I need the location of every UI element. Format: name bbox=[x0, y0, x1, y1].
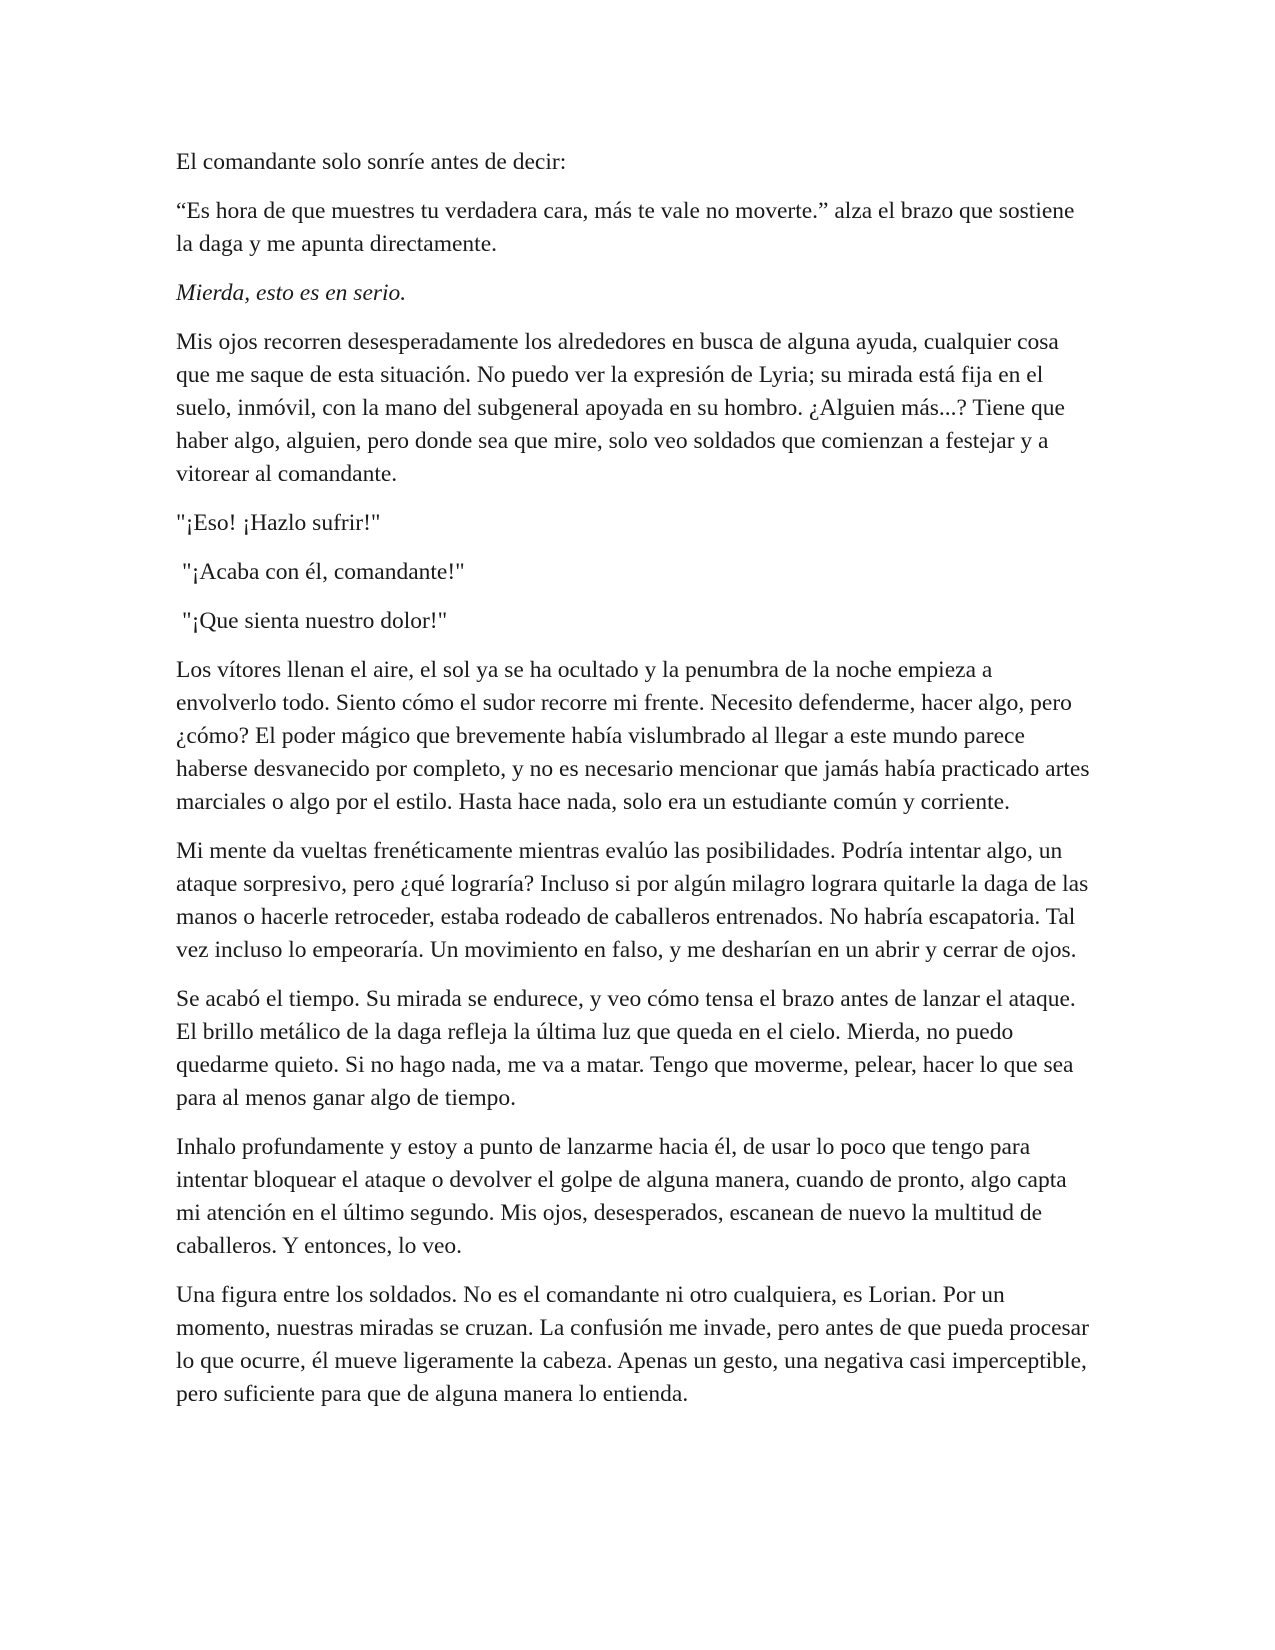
paragraph-3-italic-thought: Mierda, esto es en serio. bbox=[176, 280, 407, 306]
paragraph-9: Mi mente da vueltas frenéticamente mientras evalúo las posibilidades. Podría intentar algo, un ataque sorpresivo, pero ¿qué lograría? Incluso si por algún milagro lograra quitarle la daga de las manos o hacerle retroceder, estaba rodeado de caballeros entrenados. No habría escapatoria. Tal vez incluso lo empeoraría. Un movimiento en falso, y me desharían en un abrir y cerrar de ojos. bbox=[176, 838, 1089, 963]
paragraph-10: Se acabó el tiempo. Su mirada se endurece, y veo cómo tensa el brazo antes de lanzar el ataque. El brillo metálico de la daga refleja la última luz que queda en el cielo. Mierda, no puedo quedarme quieto. Si no hago nada, me va a matar. Tengo que moverme, pelear, hacer lo que sea para al menos ganar algo de tiempo. bbox=[176, 986, 1076, 1111]
paragraph-12: Una figura entre los soldados. No es el comandante ni otro cualquiera, es Lorian. Por un momento, nuestras miradas se cruzan. La confusión me invade, pero antes de que pueda procesar lo que ocurre, él mueve ligeramente la cabeza. Apenas un gesto, una negativa casi imperceptible, pero suficiente para que de alguna manera lo entienda. bbox=[176, 1282, 1089, 1407]
document-body bbox=[176, 146, 1096, 1427]
dialogue-line-1: "¡Eso! ¡Hazlo sufrir!" bbox=[176, 510, 381, 536]
paragraph-11: Inhalo profundamente y estoy a punto de lanzarme hacia él, de usar lo poco que tengo para intentar bloquear el ataque o devolver el golpe de alguna manera, cuando de pronto, algo capta mi atención en el último segundo. Mis ojos, desesperados, escanean de nuevo la multitud de caballeros. Y entonces, lo veo. bbox=[176, 1134, 1067, 1259]
dialogue-line-3: "¡Que sienta nuestro dolor!" bbox=[182, 608, 448, 634]
dialogue-line-2: "¡Acaba con él, comandante!" bbox=[182, 559, 465, 585]
paragraph-1: El comandante solo sonríe antes de decir: bbox=[176, 149, 567, 175]
paragraph-2: “Es hora de que muestres tu verdadera cara, más te vale no moverte.” alza el brazo que sostiene la daga y me apunta directamente. bbox=[176, 198, 1075, 257]
paragraph-4: Mis ojos recorren desesperadamente los alrededores en busca de alguna ayuda, cualquier cosa que me saque de esta situación. No puedo ver la expresión de Lyria; su mirada está fija en el suelo, inmóvil, con la mano del subgeneral apoyada en su hombro. ¿Alguien más...? Tiene que haber algo, alguien, pero donde sea que mire, solo veo soldados que comienzan a festejar y a vitorear al comandante. bbox=[176, 329, 1065, 487]
paragraph-8: Los vítores llenan el aire, el sol ya se ha ocultado y la penumbra de la noche empieza a envolverlo todo. Siento cómo el sudor recorre mi frente. Necesito defenderme, hacer algo, pero ¿cómo? El poder mágico que brevemente había vislumbrado al llegar a este mundo parece haberse desvanecido por completo, y no es necesario mencionar que jamás había practicado artes marciales o algo por el estilo. Hasta hace nada, solo era un estudiante común y corriente. bbox=[176, 657, 1090, 815]
